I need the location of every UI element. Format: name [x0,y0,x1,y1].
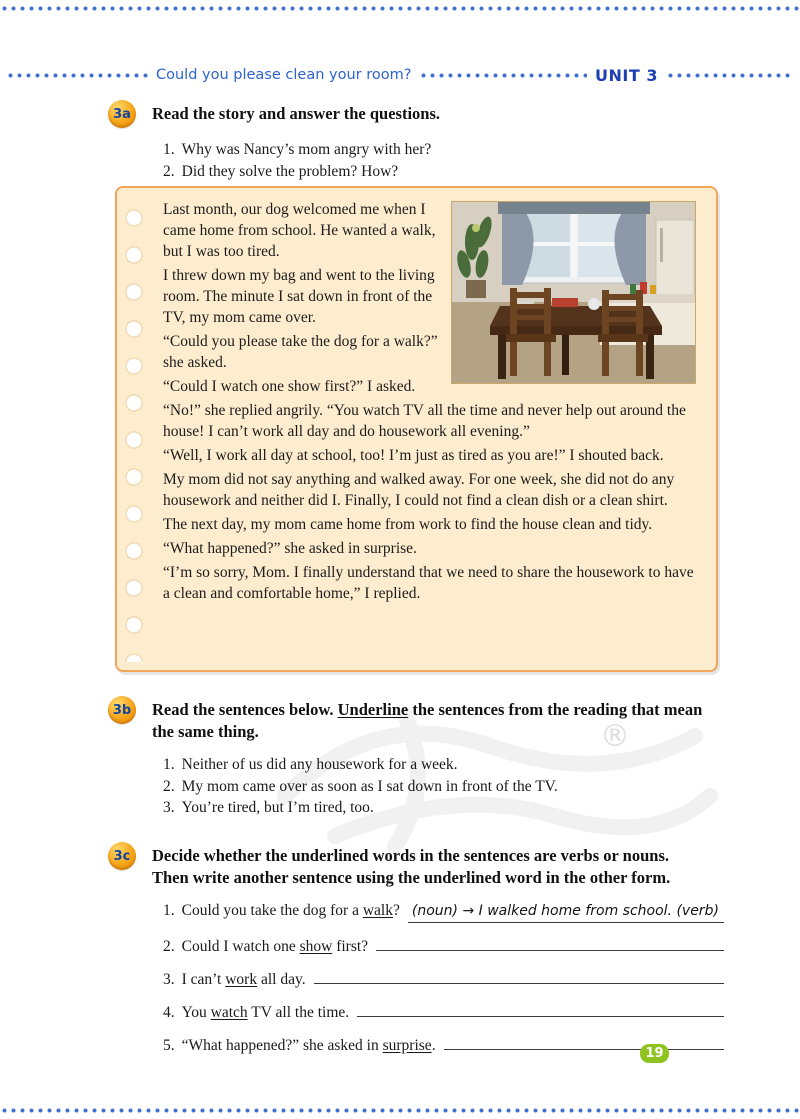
sentence-text: Could I watch one [181,938,300,955]
sentence-text: “What happened?” she asked in [181,1037,383,1054]
sentence-text: . [431,1037,436,1054]
item-number: 1. [163,902,175,919]
handwritten-answer: (noun) → I walked home from school. (verb) [411,903,719,919]
sentence-text: You [181,1004,211,1021]
answer-blank [444,1031,724,1050]
item-sentence [182,970,306,989]
story-paragraph: “Well, I work all day at school, too! I’m just as tired as you are!” I shouted back. [163,447,664,464]
answer-blank [357,998,724,1017]
sentence-item [163,754,724,776]
sentence-number: 2. [163,777,175,795]
header-dots-right [666,73,794,78]
question-number: 2. [163,162,175,180]
underlined-word: walk [362,902,393,919]
sentence-text: TV all the time. [247,1004,350,1021]
story-paragraph: “Could you please take the dog for a walk?” she asked. [163,333,438,371]
exercise-item [163,932,724,956]
sentence-text: ? [393,902,400,919]
exercise-item [163,965,724,989]
section-3a [108,100,724,182]
sentence-text: You’re tired, but I’m tired, too. [181,799,374,816]
sentence-text: I can’t [181,971,226,988]
sentence-text: all day. [257,971,306,988]
answer-blank [376,932,724,951]
section-3a-header [108,100,724,128]
section-3b-sentences [163,754,724,819]
story-paragraph: Last month, our dog welcomed me when I came home from school. He wanted a walk, but I was too tired. [163,201,436,260]
sentence-text: My mom came over as soon as I sat down in front of the TV. [181,777,558,795]
story-paragraph: My mom did not say anything and walked away. For one week, she did not do any housework and neither did I. Finally, I could not find a clean dish or a clean shirt. [163,471,675,509]
section-3b-heading [152,696,724,743]
story-paragraph: “Could I watch one show first?” I asked. [163,378,416,395]
header-dots-middle [419,73,587,78]
section-3c-badge: 3c [108,842,136,870]
item-number: 5. [163,1037,175,1054]
item-number: 2. [163,938,175,955]
item-number: 4. [163,1004,175,1021]
heading-underlined-word: Underline [337,700,409,719]
bottom-border-dots [0,1108,800,1113]
section-3a-questions [163,139,724,182]
svg-text:®: ® [600,719,630,754]
top-border-dots [0,6,800,11]
page-number-badge: 19 [640,1044,669,1063]
page-header-title: Could you please clean your room? [156,67,412,83]
story-paragraph: The next day, my mom came home from work to find the house clean and tidy. [163,516,653,533]
page-header [6,64,794,86]
sentence-text: first? [332,938,369,955]
sentence-number: 1. [163,756,175,773]
question-number: 1. [163,141,175,158]
heading-text: Read the sentences below. [152,700,338,719]
exercise-item [163,901,724,923]
section-3b [108,696,724,819]
sentence-text: Could you take the dog for a [181,902,363,919]
story-paragraph: I threw down my bag and went to the living room. The minute I sat down in front of the TV, my mom came over. [163,267,435,326]
answer-blank [408,901,724,923]
story-paragraph: “What happened?” she asked in surprise. [163,540,417,557]
underlined-word: watch [210,1004,248,1021]
underlined-word: show [299,938,333,955]
item-sentence [182,937,368,956]
heading-line-2: Then write another sentence using the underlined word in the other form. [152,868,671,887]
story-text [117,188,716,617]
item-sentence [182,901,400,920]
question-text: Did they solve the problem? How? [181,162,399,180]
sentence-item [163,797,724,819]
heading-text: the sentences from the reading that mean the same thing. [152,700,703,741]
section-3c-header [108,842,724,889]
section-3a-heading: Read the story and answer the questions. [152,104,441,123]
story-paragraph: “I’m so sorry, Mom. I finally understand that we need to share the housework to have a clean and comfortable home,” I replied. [163,564,694,602]
heading-line-1: Decide whether the underlined words in the sentences are verbs or nouns. [152,846,669,865]
section-3c-items [163,901,724,1055]
sentence-number: 3. [163,799,175,816]
sentence-text: Neither of us did any housework for a week. [181,756,458,773]
unit-label: UNIT 3 [595,65,658,85]
item-number: 3. [163,971,175,988]
section-3b-header [108,696,724,743]
question-item [163,139,724,161]
story-paragraph: “No!” she replied angrily. “You watch TV all the time and never help out around the house! I can’t work all day and do housework all evening.” [163,402,686,440]
header-dots-left [6,73,148,78]
underlined-word: work [225,971,258,988]
story-panel [115,186,718,672]
section-3c [108,842,724,1064]
section-3a-badge: 3a [108,100,136,128]
question-text: Why was Nancy’s mom angry with her? [181,141,432,158]
item-sentence [182,1036,436,1055]
section-3c-heading [152,842,670,889]
binding-holes [123,200,145,662]
underlined-word: surprise [382,1037,432,1054]
sentence-item [163,776,724,798]
exercise-item [163,998,724,1022]
question-item [163,161,724,183]
section-3b-badge: 3b [108,696,136,724]
kitchen-photo-illustration [452,202,696,384]
story-photo [451,201,696,384]
item-sentence [182,1003,350,1022]
answer-blank [314,965,724,984]
